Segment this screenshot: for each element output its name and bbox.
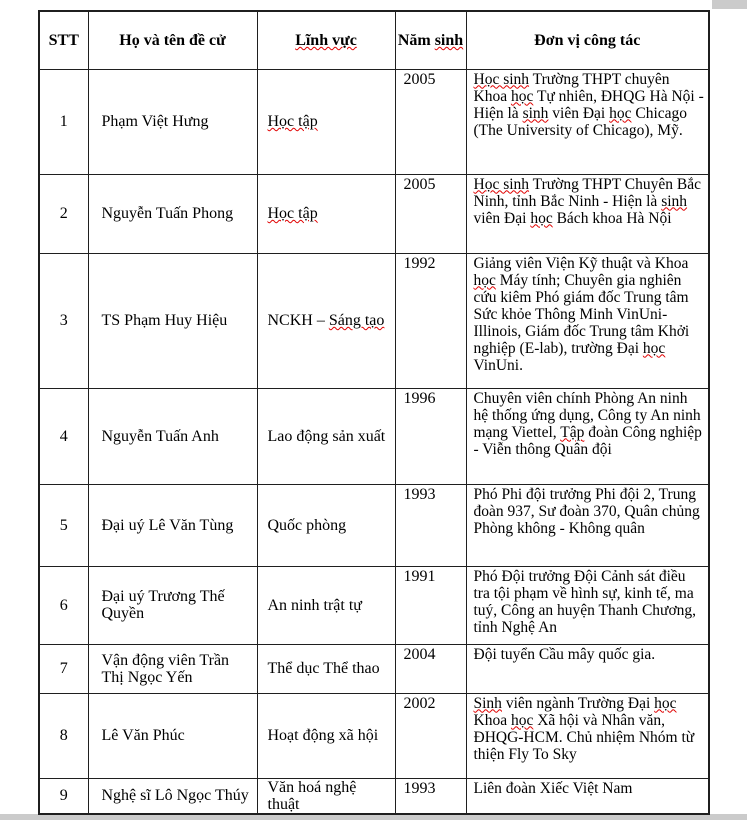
text-segment: Bách khoa Hà Nội xyxy=(552,209,672,227)
misspelled-text: học xyxy=(530,209,553,227)
cell-field xyxy=(257,253,395,388)
cell-unit xyxy=(466,484,709,566)
page-edge-top-right xyxy=(712,0,747,9)
text-segment: Lao động sản xuất xyxy=(267,427,386,445)
text-segment: An ninh trật tự xyxy=(267,596,362,614)
cell-name: Nghệ sĩ Lô Ngọc Thúy xyxy=(88,778,257,814)
header-cell-unit xyxy=(466,11,709,69)
misspelled-text: học xyxy=(510,87,534,105)
header-cell-name xyxy=(88,11,257,69)
cell-field xyxy=(257,484,395,566)
cell-year: 2005 xyxy=(395,69,466,174)
cell-year: 2004 xyxy=(395,644,466,693)
text-segment: VinUni. xyxy=(473,356,523,374)
misspelled-text: sinh xyxy=(522,104,549,122)
misspelled-text: học xyxy=(510,711,534,729)
cell-unit xyxy=(466,644,709,693)
header-cell-year xyxy=(395,11,466,69)
table-body xyxy=(39,69,709,814)
text-segment: Họ và tên đề cử xyxy=(119,31,226,49)
cell-year: 1992 xyxy=(395,253,466,388)
cell-stt: 4 xyxy=(39,388,88,484)
table-row xyxy=(39,174,709,253)
cell-year: 1993 xyxy=(395,778,466,814)
cell-stt: 8 xyxy=(39,693,88,778)
text-segment: Chicago (The University of Chicago), Mỹ. xyxy=(473,104,688,139)
cell-year: 2002 xyxy=(395,693,466,778)
cell-field xyxy=(257,778,395,814)
cell-unit xyxy=(466,778,709,814)
cell-stt: 5 xyxy=(39,484,88,566)
text-segment: Tự nhiên, ĐHQG Hà Nội - Hiện là xyxy=(473,87,704,122)
text-segment: viên Đại xyxy=(548,104,610,122)
cell-field xyxy=(257,693,395,778)
cell-stt: 1 xyxy=(39,69,88,174)
cell-year: 1993 xyxy=(395,484,466,566)
cell-name: Đại uý Trương Thế Quyền xyxy=(88,566,257,644)
cell-field xyxy=(257,566,395,644)
text-segment: Giảng viên Viện Kỹ thuật và Khoa xyxy=(473,254,689,272)
misspelled-text: học xyxy=(609,104,632,122)
misspelled-text: Sáng tạo xyxy=(328,312,385,329)
misspelled-text: Lĩnh vực xyxy=(295,31,357,49)
cell-unit xyxy=(466,566,709,644)
misspelled-text: học xyxy=(642,339,666,357)
nominees-table xyxy=(38,10,710,815)
cell-name: Vận động viên Trần Thị Ngọc Yến xyxy=(88,644,257,693)
page-edge-bottom xyxy=(0,814,747,820)
table-row xyxy=(39,69,709,174)
header-cell-field xyxy=(257,11,395,69)
misspelled-text: Học tập xyxy=(267,113,318,130)
text-segment: Liên đoàn Xiếc Việt Nam xyxy=(473,779,633,797)
table-row xyxy=(39,644,709,693)
table-header xyxy=(39,11,709,69)
table-row xyxy=(39,484,709,566)
text-segment: Phó Đội trưởng Đội Cảnh sát điều tra tội phạm về hình sự, kinh tế, ma tuý, Công an huyện Thanh Chương, tỉnh Nghệ An xyxy=(473,567,697,636)
text-segment: viên Đại xyxy=(473,209,531,227)
text-segment: Trường THPT Chuyên Bắc Ninh, tỉnh Bắc Ninh - Hiện là xyxy=(473,175,701,210)
cell-year: 2005 xyxy=(395,174,466,253)
misspelled-text: học xyxy=(473,271,496,289)
cell-unit xyxy=(466,693,709,778)
misspelled-text: Học sinh xyxy=(473,70,530,88)
text-segment: Đội tuyển Cầu mây quốc gia. xyxy=(473,645,656,663)
cell-name: TS Phạm Huy Hiệu xyxy=(88,253,257,388)
text-segment: Đơn vị công tác xyxy=(534,31,641,49)
table-row xyxy=(39,566,709,644)
cell-field xyxy=(257,388,395,484)
cell-unit xyxy=(466,253,709,388)
cell-field xyxy=(257,69,395,174)
misspelled-text: học xyxy=(654,694,677,712)
cell-name: Nguyễn Tuấn Phong xyxy=(88,174,257,253)
text-segment: Năm xyxy=(397,31,435,49)
table-row xyxy=(39,253,709,388)
cell-field xyxy=(257,174,395,253)
text-segment: viên ngành Trường Đại xyxy=(501,694,655,712)
cell-unit xyxy=(466,174,709,253)
misspelled-text: Học tập xyxy=(267,205,318,222)
cell-name: Nguyễn Tuấn Anh xyxy=(88,388,257,484)
cell-stt: 9 xyxy=(39,778,88,814)
misspelled-text: sinh xyxy=(434,31,464,49)
cell-name: Phạm Việt Hưng xyxy=(88,69,257,174)
cell-stt: 3 xyxy=(39,253,88,388)
text-segment: Thể dục Thể thao xyxy=(267,660,380,677)
cell-stt: 2 xyxy=(39,174,88,253)
table-row xyxy=(39,693,709,778)
misspelled-text: Tập xyxy=(560,423,585,441)
text-segment: Máy tính; Chuyên gia nghiên cứu kiêm Phó giám đốc Trung tâm Sức khỏe Thông Minh VinUni-Illinois, Giám đốc Trung tâm Khởi nghiệp (E-lab), trường Đại xyxy=(473,271,690,357)
misspelled-text: Sinh xyxy=(473,694,502,712)
text-segment: Khoa xyxy=(473,711,511,729)
cell-stt: 7 xyxy=(39,644,88,693)
table-row xyxy=(39,778,709,814)
text-segment: STT xyxy=(48,31,79,49)
cell-year: 1996 xyxy=(395,388,466,484)
text-segment: Chuyên viên chính Phòng An ninh hệ thống ứng dụng, Công ty An ninh mạng Viettel, xyxy=(473,389,701,441)
cell-year: 1991 xyxy=(395,566,466,644)
misspelled-text: sinh xyxy=(661,192,688,210)
text-segment: Quốc phòng xyxy=(267,516,347,534)
cell-unit xyxy=(466,69,709,174)
text-segment: đoàn Công nghiệp - Viễn thông Quân đội xyxy=(473,423,702,458)
header-cell-stt xyxy=(39,11,88,69)
table-row xyxy=(39,388,709,484)
header-row xyxy=(39,11,709,69)
misspelled-text: Học sinh xyxy=(473,175,530,193)
cell-name: Lê Văn Phúc xyxy=(88,693,257,778)
text-segment: Văn hoá nghệ thuật xyxy=(267,778,357,813)
cell-unit xyxy=(466,388,709,484)
text-segment: Xã hội và Nhân văn, ĐHQG-HCM. Chủ nhiệm Nhóm từ thiện Fly To Sky xyxy=(473,711,695,763)
text-segment: Trường THPT chuyên Khoa xyxy=(473,70,670,105)
text-segment: NCKH – xyxy=(267,312,329,329)
text-segment: Phó Phi đội trưởng Phi đội 2, Trung đoàn 937, Sư đoàn 370, Quân chủng Phòng không - Không quân xyxy=(473,485,700,537)
text-segment: Hoạt động xã hội xyxy=(267,727,379,744)
cell-stt: 6 xyxy=(39,566,88,644)
cell-field xyxy=(257,644,395,693)
cell-name: Đại uý Lê Văn Tùng xyxy=(88,484,257,566)
